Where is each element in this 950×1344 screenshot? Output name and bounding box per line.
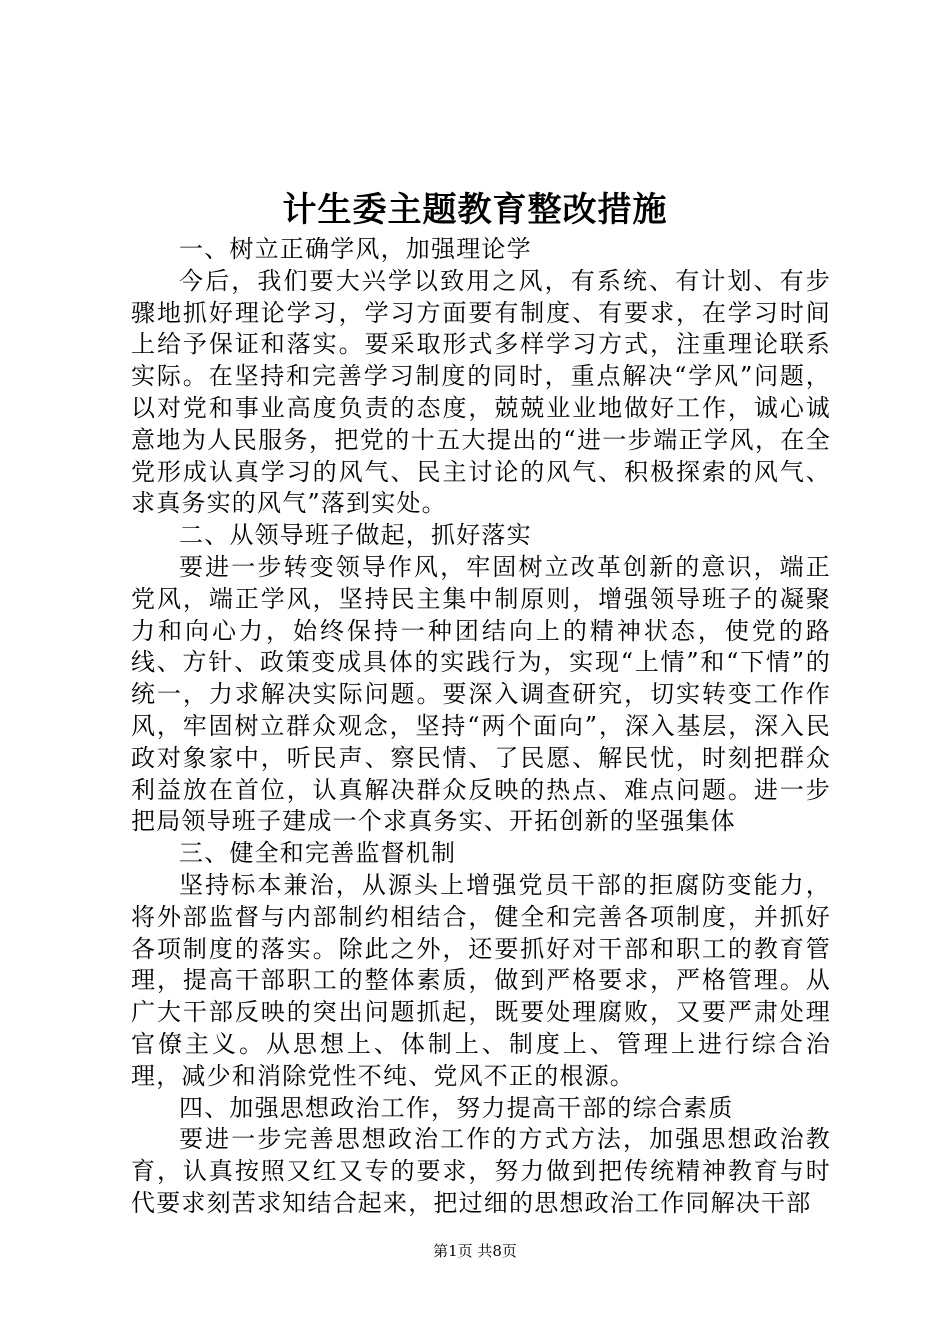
section-heading-1: 一、树立正确学风，加强理论学 [179,235,532,263]
section-heading-2: 二、从领导班子做起，抓好落实 [179,521,532,550]
document-title: 计生委主题教育整改措施 [282,190,668,230]
paragraph-3: 坚持标本兼治，从源头上增强党员干部的拒腐防变能力，将外部监督与内部制约相结合，健全和完善各项制度，并抓好各项制度的落实。除此之外，还要抓好对干部和职工的教育管理，提高干部职工的整体素质，做到严格要求，严格管理。从广大干部反映的突出问题抓起，既要处理腐败，又要严肃处理官僚主义。从思想上、体制上、制度上、管理上进行综合治理，减少和消除党性不纯、党风不正的根源。 [131,870,831,1090]
section-heading-4: 四、加强思想政治工作，努力提高干部的综合素质 [179,1093,734,1122]
paragraph-4: 要进一步完善思想政治工作的方式方法，加强思想政治教育，认真按照又红又专的要求，努力做到把传统精神教育与时代要求刻苦求知结合起来，把过细的思想政治工作同解决干部 [131,1125,831,1217]
paragraph-2: 要进一步转变领导作风，牢固树立改革创新的意识，端正党风，端正学风，坚持民主集中制原则，增强领导班子的凝聚力和向心力，始终保持一种团结向上的精神状态，使党的路线、方针、政策变成具体的实践行为，实现“上情”和“下情”的统一，力求解决实际问题。要深入调查研究，切实转变工作作风，牢固树立群众观念，坚持“两个面向”，深入基层，深入民政对象家中，听民声、察民情、了民愿、解民忧，时刻把群众利益放在首位，认真解决群众反映的热点、难点问题。进一步把局领导班子建成一个求真务实、开拓创新的坚强集体 [131,552,831,836]
page-indicator: 第1页 共8页 [433,1242,517,1260]
paragraph-1: 今后，我们要大兴学以致用之风，有系统、有计划、有步骤地抓好理论学习，学习方面要有制度、有要求，在学习时间上给予保证和落实。要采取形式多样学习方式，注重理论联系实际。在坚持和完善学习制度的同时，重点解决“学风”问题，以对党和事业高度负责的态度，兢兢业业地做好工作，诚心诚意地为人民服务，把党的十五大提出的“进一步端正学风，在全党形成认真学习的风气、民主讨论的风气、积极探索的风气、求真务实的风气”落到实处。 [131,266,831,518]
section-heading-3: 三、健全和完善监督机制 [179,839,457,868]
document-body [131,234,831,1220]
